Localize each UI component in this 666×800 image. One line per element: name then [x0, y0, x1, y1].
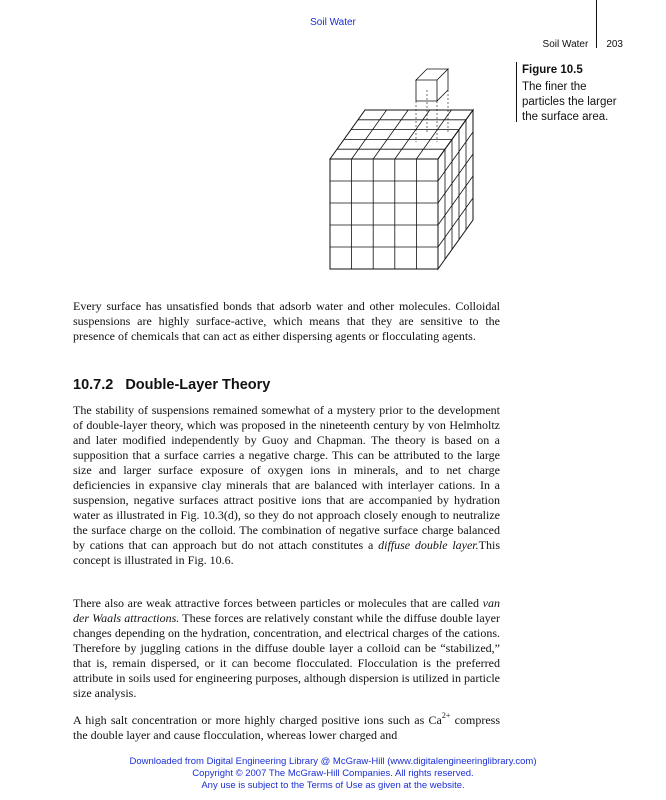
paragraph-3-text: There also are weak attractive forces between particles or molecules that are called: [73, 596, 483, 610]
paragraph-1: Every surface has unsatisfied bonds that adsorb water and other molecules. Colloidal suspensions are highly surface-active, which means that they are sensitive to the presence of chemicals that can act as either dispersing agents or flocculating agents.: [73, 299, 500, 343]
section-number: 10.7.2: [73, 377, 114, 393]
paragraph-3-end: These forces are relatively constant while the diffuse double layer changes depending on the hydration, concentration, and electrical charges of the cations. Therefore by juggling cations in the diffuse double layer a colloid can be “stabilized,” that is, remain dispersed, or it can become flocculated. Flocculation is the preferred attribute in soils used for engineering purposes, although dispersion is utilized in particle size analysis.: [73, 611, 500, 700]
large-cube-top: [330, 110, 473, 159]
term-van-der-waals: van der Waals attractions.: [73, 596, 500, 625]
cube-figure: [320, 62, 500, 277]
large-cube-right: [438, 110, 473, 269]
paragraph-4: [73, 713, 500, 743]
term-diffuse-double-layer: diffuse double layer.: [378, 538, 479, 552]
figure-label: Figure 10.5: [522, 64, 583, 76]
caption-rule: [516, 62, 517, 122]
footer-line-1[interactable]: Downloaded from Digital Engineering Library @ McGraw-Hill (www.digitalengineeringlibrary.com): [129, 756, 537, 767]
figure-caption-text: The finer the particles the larger the surface area.: [522, 81, 617, 123]
header-link[interactable]: Soil Water: [310, 17, 356, 28]
paragraph-3: [73, 596, 500, 701]
paragraph-2-end: This concept is illustrated in Fig. 10.6.: [73, 538, 500, 567]
footer-line-2: Copyright © 2007 The McGraw-Hill Companies. All rights reserved.: [192, 768, 474, 779]
dashed-guides: [416, 90, 448, 142]
running-head: [543, 39, 623, 50]
page-number: 203: [606, 39, 623, 50]
paragraph-4-end: compress the double layer and cause flocculation, whereas lower charged and: [73, 713, 500, 742]
calcium-charge: 2+: [441, 711, 451, 720]
paragraph-2-text: The stability of suspensions remained somewhat of a mystery prior to the development of double-layer theory, which was proposed in the nineteenth century by von Helmholtz and later modified independently by Guoy and Chapman. The theory is based on a supposition that a surface carries a negative charge. This can be attributed to the large size and larger surface exposure of oxygen ions in minerals, and to net charge deficiencies in expansive clay minerals that are balanced with interlayer cations. In a suspension, negative surfaces attract positive ions that are accompanied by hydration water as illustrated in Fig. 10.3(d), so they do not approach closely enough to neutralize the surface charge on the colloid. The combination of negative surface charge balanced by cations that can approach but do not attach constitutes a: [73, 403, 500, 552]
paragraph-2: [73, 403, 500, 568]
running-title: Soil Water: [542, 39, 589, 50]
large-cube-front: [330, 159, 438, 269]
section-heading: [73, 377, 270, 393]
small-cube: [416, 69, 448, 101]
footer-line-3[interactable]: Any use is subject to the Terms of Use as given at the website.: [201, 780, 465, 791]
figure-caption: [522, 63, 632, 125]
paragraph-4-text: A high salt concentration or more highly charged positive ions such as Ca: [73, 713, 442, 727]
section-title: Double-Layer Theory: [125, 377, 271, 393]
